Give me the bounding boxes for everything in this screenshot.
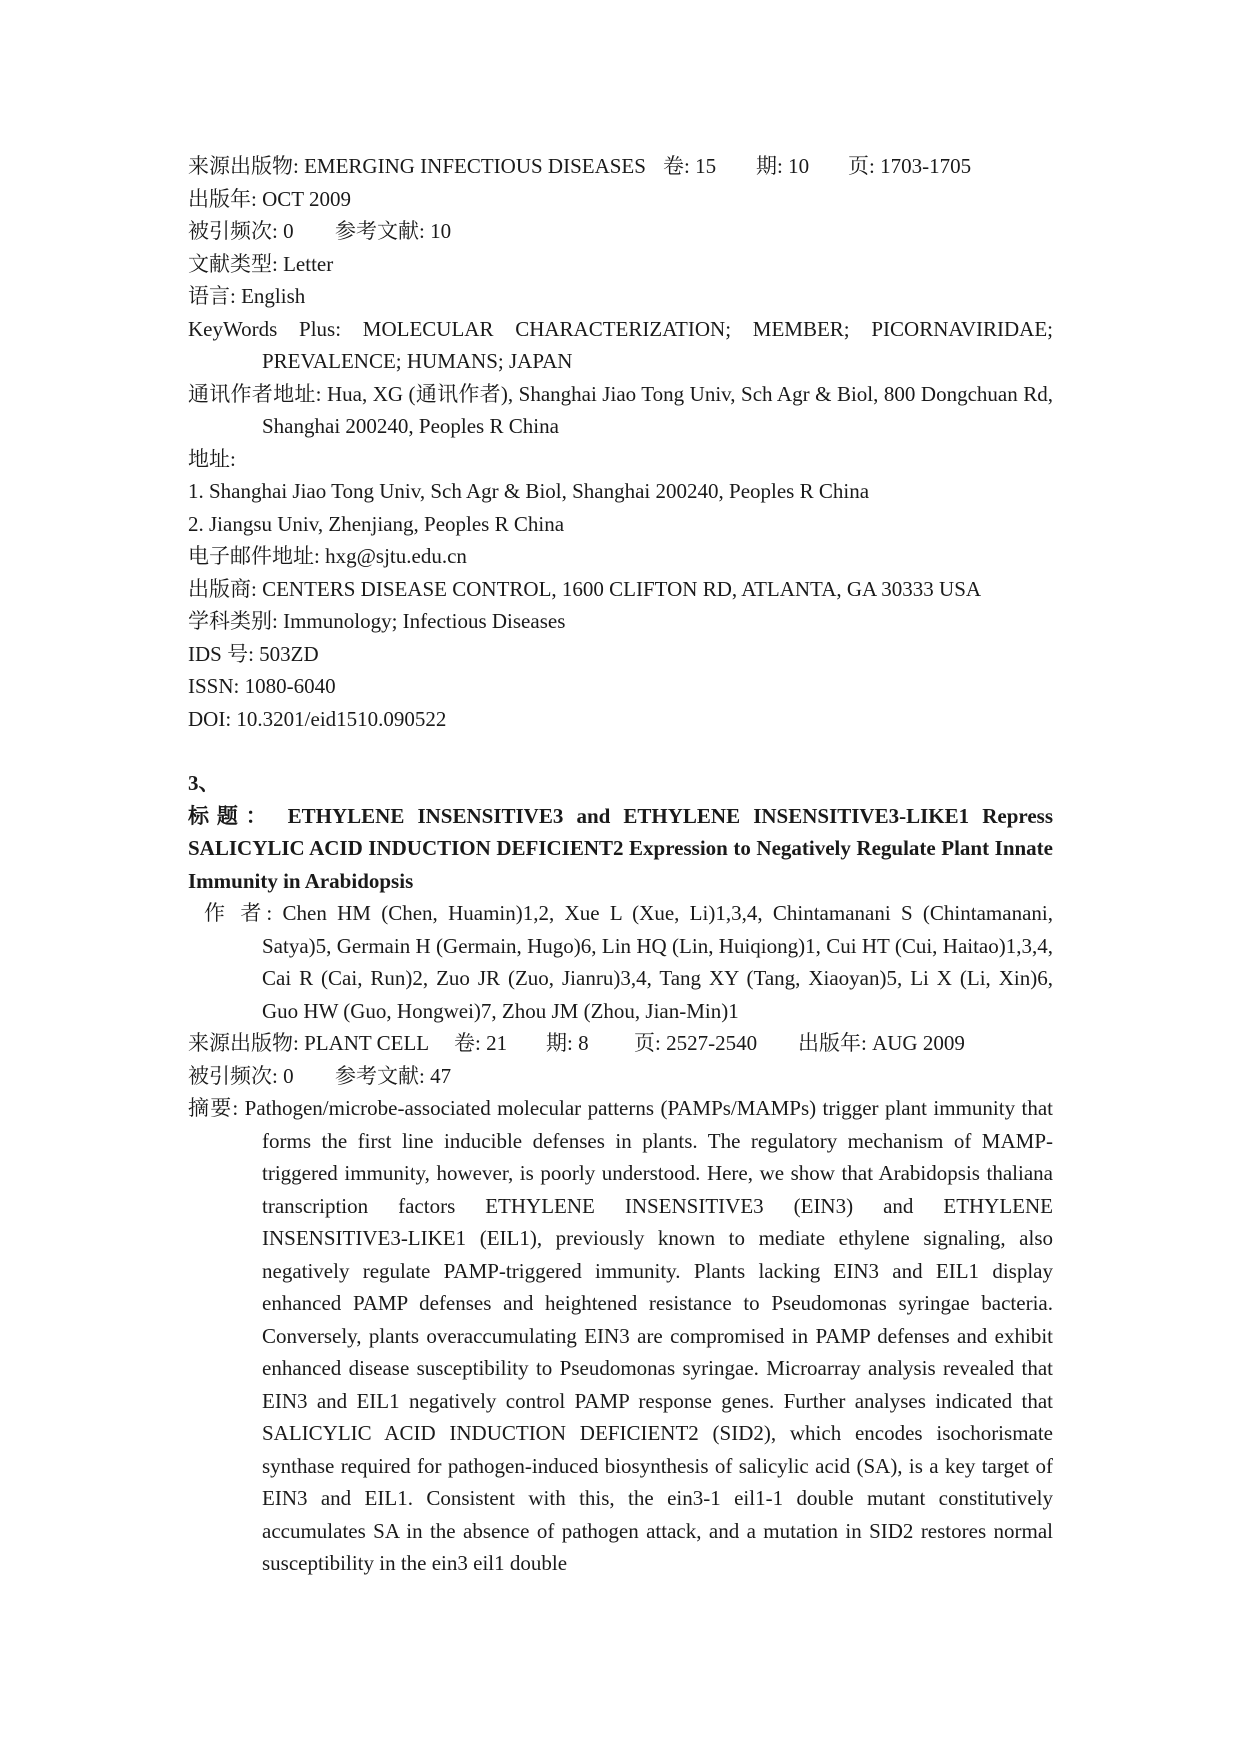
volume-field: 卷: 21: [454, 1031, 508, 1055]
pub-year: 出版年: AUG 2009: [798, 1031, 965, 1055]
pages-field: 页: 2527-2540: [634, 1031, 758, 1055]
pages-field: 页: 1703-1705: [848, 154, 972, 178]
source-journal: 来源出版物: PLANT CELL: [188, 1031, 430, 1055]
cited-count: 被引频次: 0: [188, 219, 294, 243]
address-label: 地址:: [188, 446, 236, 471]
subject-category: 学科类别: Immunology; Infectious Diseases: [188, 609, 566, 633]
reference-count: 参考文献: 10: [335, 219, 452, 243]
publisher: 出版商: CENTERS DISEASE CONTROL, 1600 CLIFTON RD, ATLANTA, GA 30333 USA: [188, 576, 982, 601]
reference-count: 参考文献: 47: [335, 1063, 452, 1088]
corresponding-address: 通讯作者地址: Hua, XG (通讯作者), Shanghai Jiao Tong Univ, Sch Agr & Biol, 800 Dongchuan Rd, Shanghai 200240, Peoples R China: [188, 381, 1053, 438]
volume-field: 卷: 15: [663, 154, 717, 178]
issue-field: 期: 10: [756, 154, 810, 178]
record-number: 3、: [188, 771, 220, 795]
keywords-plus: KeyWords Plus: MOLECULAR CHARACTERIZATION; MEMBER; PICORNAVIRIDAE; PREVALENCE; HUMANS; JAPAN: [188, 316, 1053, 373]
doi: DOI: 10.3201/eid1510.090522: [188, 706, 447, 731]
issue-field: 期: 8: [546, 1031, 589, 1055]
cited-line: [188, 215, 1053, 248]
address-item: 1. Shanghai Jiao Tong Univ, Sch Agr & Biol, Shanghai 200240, Peoples R China: [188, 479, 870, 503]
document-page: [188, 150, 1053, 1580]
email-address: 电子邮件地址: hxg@sjtu.edu.cn: [188, 544, 467, 568]
article-title: 标题： ETHYLENE INSENSITIVE3 and ETHYLENE INSENSITIVE3-LIKE1 Repress SALICYLIC ACID INDUCTION DEFICIENT2 Expression to Negatively Regulate Plant Innate Immunity in Arabidopsis: [188, 803, 1053, 893]
abstract: 摘要: Pathogen/microbe-associated molecular patterns (PAMPs/MAMPs) trigger plant immunity that forms the first line inducible defenses in plants. The regulatory mechanism of MAMP-triggered immunity, however, is poorly understood. Here, we show that Arabidopsis thaliana transcription factors ETHYLENE INSENSITIVE3 (EIN3) and ETHYLENE INSENSITIVE3-LIKE1 (EIL1), previously known to mediate ethylene signaling, also negatively regulate PAMP-triggered immunity. Plants lacking EIN3 and EIL1 display enhanced PAMP defenses and heightened resistance to Pseudomonas syringae bacteria. Conversely, plants overaccumulating EIN3 are compromised in PAMP defenses and exhibit enhanced disease susceptibility to Pseudomonas syringae. Microarray analysis revealed that EIN3 and EIL1 negatively control PAMP response genes. Further analyses indicated that SALICYLIC ACID INDUCTION DEFICIENT2 (SID2), which encodes isochorismate synthase required for pathogen-induced biosynthesis of salicylic acid (SA), is a key target of EIN3 and EIL1. Consistent with this, the ein3-1 eil1-1 double mutant constitutively accumulates SA in the absence of pathogen attack, and a mutation in SID2 restores normal susceptibility in the ein3 eil1 double: [188, 1096, 1053, 1575]
language: 语言: English: [188, 284, 306, 308]
authors: 作 者: Chen HM (Chen, Huamin)1,2, Xue L (Xue, Li)1,3,4, Chintamanani S (Chintamanani, Satya)5, Germain H (Germain, Hugo)6, Lin HQ (Lin, Huiqiong)1, Cui HT (Cui, Haitao)1,3,4, Cai R (Cai, Run)2, Zuo JR (Zuo, Jianru)3,4, Tang XY (Tang, Xiaoyan)5, Li X (Li, Xin)6, Guo HW (Guo, Hongwei)7, Zhou JM (Zhou, Jian-Min)1: [204, 901, 1053, 1023]
cited-line: [188, 1060, 1053, 1093]
source-line: [188, 1027, 1053, 1060]
ids-number: IDS 号: 503ZD: [188, 641, 319, 666]
issn: ISSN: 1080-6040: [188, 674, 336, 698]
source-journal: 来源出版物: EMERGING INFECTIOUS DISEASES: [188, 154, 646, 178]
cited-count: 被引频次: 0: [188, 1063, 294, 1088]
pub-year: 出版年: OCT 2009: [188, 186, 351, 211]
address-item: 2. Jiangsu Univ, Zhenjiang, Peoples R China: [188, 511, 565, 536]
source-line: [188, 150, 1053, 183]
document-type: 文献类型: Letter: [188, 251, 334, 276]
